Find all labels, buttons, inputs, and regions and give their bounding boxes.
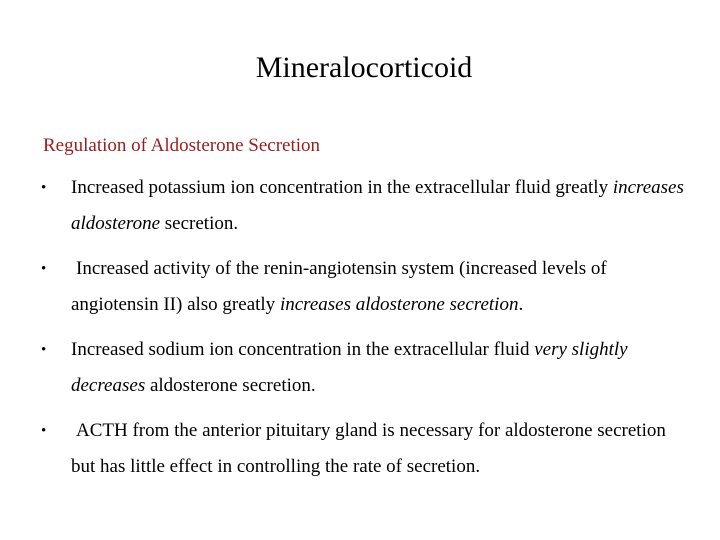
bullet-dot-icon: • (41, 423, 47, 439)
bullet-text-segment: secretion. (160, 213, 239, 234)
bullet-text-segment: Increased potassium ion concentration in the extracellular fluid greatly (71, 177, 613, 198)
bullet-text (71, 251, 690, 323)
bullet-text-segment: aldosterone secretion. (145, 375, 316, 396)
bullet-text-segment: . (518, 294, 524, 315)
bullet-emphasis: very slightly decreases (71, 339, 628, 396)
bullet-item (0, 413, 720, 485)
bullet-text (71, 332, 690, 404)
slide-subtitle: Regulation of Aldosterone Secretion (43, 135, 321, 156)
bullet-list (0, 170, 720, 485)
bullet-emphasis: increases aldosterone secretion (279, 294, 519, 315)
bullet-dot-icon: • (41, 180, 47, 196)
bullet-item (0, 170, 720, 242)
bullet-text (71, 413, 690, 485)
bullet-text-segment: Increased activity of the renin-angiotensin system (increased levels of angiotensin II) also greatly (71, 258, 607, 315)
slide-title: Mineralocorticoid (255, 51, 473, 84)
bullet-text (71, 170, 690, 242)
bullet-item (0, 251, 720, 323)
bullet-text-segment: ACTH from the anterior pituitary gland is necessary for aldosterone secretion but has little effect in controlling the rate of secretion. (71, 420, 666, 477)
bullet-emphasis: increases aldosterone (71, 177, 684, 234)
bullet-dot-icon: • (41, 342, 47, 358)
bullet-dot-icon: • (41, 261, 47, 277)
bullet-text-segment: Increased sodium ion concentration in the extracellular fluid (71, 339, 535, 360)
bullet-item (0, 332, 720, 404)
